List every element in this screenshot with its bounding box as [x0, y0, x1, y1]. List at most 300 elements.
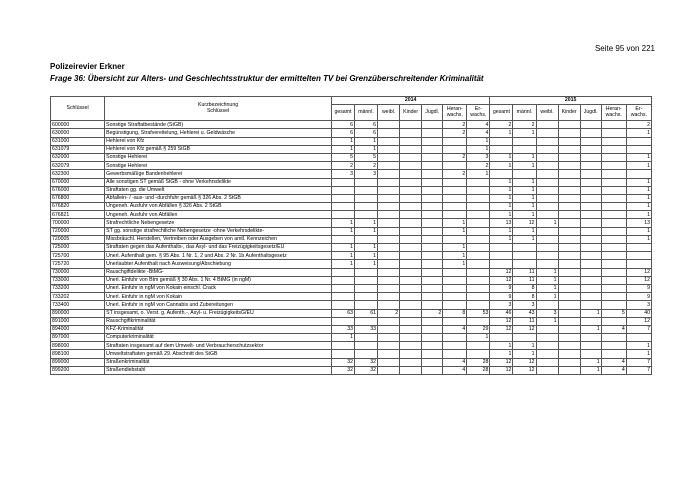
row-key: 725720 [51, 260, 105, 268]
value-cell [601, 268, 626, 276]
value-cell: 9 [490, 284, 513, 292]
value-cell [443, 162, 467, 170]
table-row [51, 244, 652, 252]
row-description: KFZ-Kriminalität [105, 325, 332, 333]
value-cell [536, 186, 558, 194]
value-cell [354, 178, 377, 186]
value-cell: 1 [513, 235, 536, 243]
value-cell: 33 [354, 325, 377, 333]
value-cell: 1 [354, 145, 377, 153]
value-cell: 29 [467, 325, 490, 333]
value-cell: 2 [422, 309, 443, 317]
value-cell: 1 [626, 129, 651, 137]
value-cell: 1 [331, 137, 354, 145]
value-cell [580, 178, 601, 186]
row-description: Strafrechtliche Nebengesetze [105, 219, 332, 227]
value-cell: 6 [354, 121, 377, 129]
value-cell [513, 252, 536, 260]
value-cell [422, 170, 443, 178]
value-cell [536, 121, 558, 129]
value-cell [331, 317, 354, 325]
value-cell [422, 194, 443, 202]
value-cell [601, 284, 626, 292]
value-cell [331, 194, 354, 202]
value-cell [467, 227, 490, 235]
value-cell: 1 [580, 358, 601, 366]
value-cell: 1 [513, 153, 536, 161]
value-cell: 1 [490, 227, 513, 235]
value-cell: 7 [626, 366, 651, 374]
value-cell: 1 [467, 170, 490, 178]
value-cell: 1 [536, 219, 558, 227]
value-cell [378, 145, 400, 153]
row-key: 894000 [51, 325, 105, 333]
value-cell: 1 [354, 219, 377, 227]
value-cell [378, 211, 400, 219]
value-cell: 1 [331, 227, 354, 235]
value-cell [513, 260, 536, 268]
value-cell [378, 260, 400, 268]
row-description: Ungeneh. Ausfuhr von Abfällen § 326 Abs. 2 StGB [105, 203, 332, 211]
value-cell [354, 317, 377, 325]
table-row [51, 252, 652, 260]
value-cell [422, 121, 443, 129]
column-header: Kinder [400, 105, 422, 121]
value-cell: 4 [467, 121, 490, 129]
row-key: 899200 [51, 366, 105, 374]
value-cell [580, 129, 601, 137]
row-key: 733400 [51, 301, 105, 309]
row-description: Straftaten gegen das Aufenthalts-, das Asyl- und das Freizügigkeitsgesetz/EU [105, 244, 332, 252]
value-cell [422, 334, 443, 342]
row-description: Begünstigung, Strafvereitelung, Hehlerei u. Geldwäsche [105, 129, 332, 137]
row-description: Abfallein- / -aus- und -durchfuhr gemäß § 326 Abs. 2 StGB [105, 194, 332, 202]
value-cell [378, 235, 400, 243]
value-cell: 8 [513, 284, 536, 292]
value-cell [378, 194, 400, 202]
value-cell [558, 153, 580, 161]
value-cell [354, 342, 377, 350]
value-cell [580, 252, 601, 260]
value-cell [536, 358, 558, 366]
value-cell [443, 350, 467, 358]
value-cell [601, 334, 626, 342]
value-cell [400, 301, 422, 309]
value-cell: 1 [626, 203, 651, 211]
value-cell: 9 [626, 293, 651, 301]
value-cell [378, 186, 400, 194]
value-cell [443, 203, 467, 211]
value-cell [422, 252, 443, 260]
value-cell [400, 293, 422, 301]
value-cell: 40 [626, 309, 651, 317]
value-cell [601, 153, 626, 161]
header-year-2015: 2015 [490, 97, 652, 105]
value-cell [558, 260, 580, 268]
value-cell: 9 [490, 293, 513, 301]
row-key: 725000 [51, 244, 105, 252]
value-cell [354, 211, 377, 219]
value-cell: 1 [467, 137, 490, 145]
value-cell: 1 [626, 178, 651, 186]
table-row [51, 186, 652, 194]
value-cell [536, 153, 558, 161]
value-cell [378, 366, 400, 374]
value-cell [601, 276, 626, 284]
value-cell [580, 268, 601, 276]
row-key: 891000 [51, 317, 105, 325]
value-cell: 1 [331, 219, 354, 227]
value-cell: 1 [331, 244, 354, 252]
value-cell [400, 186, 422, 194]
row-key: 720005 [51, 235, 105, 243]
value-cell: 1 [626, 235, 651, 243]
value-cell: 1 [513, 211, 536, 219]
question-heading: Frage 36: Übersicht zur Alters- und Geschlechtsstruktur der ermittelten TV bei Grenzüberschreitender Kriminalität [50, 74, 484, 83]
value-cell [536, 203, 558, 211]
value-cell: 28 [467, 366, 490, 374]
value-cell [580, 334, 601, 342]
value-cell [422, 203, 443, 211]
value-cell [490, 244, 513, 252]
value-cell [422, 366, 443, 374]
row-key: 730000 [51, 268, 105, 276]
value-cell [536, 145, 558, 153]
row-description: ST insgesamt, o. Verst. g. Aufenth.-, Asyl- u. FreizügigkeitsG/EU [105, 309, 332, 317]
row-key: 899000 [51, 358, 105, 366]
row-description: Straftaten insgesamt auf dem Umwelt- und Verbraucherschutzsektor [105, 342, 332, 350]
value-cell: 1 [513, 194, 536, 202]
value-cell [354, 203, 377, 211]
value-cell [422, 317, 443, 325]
value-cell [536, 244, 558, 252]
value-cell [558, 268, 580, 276]
value-cell: 5 [354, 153, 377, 161]
value-cell [467, 293, 490, 301]
value-cell: 32 [354, 366, 377, 374]
value-cell [467, 219, 490, 227]
value-cell: 12 [490, 366, 513, 374]
value-cell [558, 244, 580, 252]
value-cell: 8 [443, 309, 467, 317]
value-cell [601, 293, 626, 301]
value-cell: 1 [467, 334, 490, 342]
value-cell [536, 342, 558, 350]
value-cell: 1 [580, 366, 601, 374]
value-cell: 1 [354, 137, 377, 145]
value-cell [558, 325, 580, 333]
value-cell: 3 [490, 301, 513, 309]
value-cell: 4 [443, 358, 467, 366]
header-description-bottom: Schlüssel [206, 107, 230, 114]
value-cell [467, 194, 490, 202]
value-cell: 12 [626, 276, 651, 284]
row-description: Hehlerei von Kfz [105, 137, 332, 145]
value-cell [422, 293, 443, 301]
table-row [51, 227, 652, 235]
value-cell: 12 [513, 325, 536, 333]
value-cell: 3 [467, 153, 490, 161]
value-cell [378, 301, 400, 309]
value-cell [601, 145, 626, 153]
value-cell [400, 194, 422, 202]
value-cell [467, 252, 490, 260]
table-row [51, 293, 652, 301]
value-cell: 1 [331, 252, 354, 260]
value-cell [490, 252, 513, 260]
value-cell [443, 301, 467, 309]
value-cell: 1 [490, 235, 513, 243]
value-cell [378, 153, 400, 161]
row-key: 733000 [51, 276, 105, 284]
row-description: Sonstige Straftatbestände (StGB) [105, 121, 332, 129]
value-cell [422, 260, 443, 268]
value-cell: 1 [513, 203, 536, 211]
value-cell [626, 334, 651, 342]
value-cell [378, 293, 400, 301]
column-header: männl. [354, 105, 377, 121]
row-key: 676800 [51, 194, 105, 202]
column-header: Er-wachs. [626, 105, 651, 121]
value-cell: 1 [626, 194, 651, 202]
year-header-row [51, 97, 652, 105]
value-cell [331, 235, 354, 243]
value-cell [331, 293, 354, 301]
value-cell: 1 [513, 129, 536, 137]
value-cell [467, 178, 490, 186]
value-cell [626, 170, 651, 178]
value-cell [536, 334, 558, 342]
value-cell: 1 [490, 203, 513, 211]
value-cell [400, 121, 422, 129]
value-cell [443, 178, 467, 186]
value-cell: 1 [443, 244, 467, 252]
value-cell: 1 [626, 153, 651, 161]
value-cell: 2 [513, 121, 536, 129]
value-cell: 1 [580, 325, 601, 333]
value-cell [354, 301, 377, 309]
value-cell [601, 342, 626, 350]
value-cell [558, 252, 580, 260]
row-description: Sonstige Hehlerei [105, 153, 332, 161]
value-cell [443, 137, 467, 145]
column-header: Er-wachs. [467, 105, 490, 121]
value-cell [490, 170, 513, 178]
table-row [51, 325, 652, 333]
value-cell [443, 293, 467, 301]
value-cell [400, 342, 422, 350]
column-header: weibl. [536, 105, 558, 121]
value-cell [443, 211, 467, 219]
value-cell [580, 121, 601, 129]
row-key: 898000 [51, 342, 105, 350]
value-cell [467, 350, 490, 358]
row-description: Computerkriminalität [105, 334, 332, 342]
value-cell: 1 [443, 252, 467, 260]
value-cell [422, 186, 443, 194]
value-cell [536, 170, 558, 178]
value-cell [601, 317, 626, 325]
value-cell: 1 [354, 227, 377, 235]
value-cell: 1 [467, 145, 490, 153]
value-cell [467, 211, 490, 219]
header-description [105, 97, 332, 121]
row-key: 632079 [51, 162, 105, 170]
value-cell [422, 276, 443, 284]
value-cell [536, 366, 558, 374]
value-cell: 28 [467, 358, 490, 366]
value-cell: 1 [490, 178, 513, 186]
value-cell: 63 [331, 309, 354, 317]
value-cell [558, 284, 580, 292]
table-row [51, 276, 652, 284]
value-cell [443, 268, 467, 276]
value-cell [513, 334, 536, 342]
value-cell [513, 244, 536, 252]
row-description: Alle sonstigen ST gemäß StGB - ohne Verkehrsdelikte [105, 178, 332, 186]
value-cell: 7 [626, 358, 651, 366]
value-cell: 2 [443, 170, 467, 178]
value-cell: 1 [490, 350, 513, 358]
value-cell [601, 129, 626, 137]
value-cell [331, 178, 354, 186]
value-cell: 11 [513, 276, 536, 284]
value-cell: 12 [513, 358, 536, 366]
value-cell [580, 227, 601, 235]
row-description: Umweltstraftaten gemäß 29. Abschnitt des StGB [105, 350, 332, 358]
value-cell [400, 325, 422, 333]
value-cell [467, 235, 490, 243]
value-cell [580, 162, 601, 170]
value-cell: 1 [536, 268, 558, 276]
value-cell: 4 [601, 325, 626, 333]
row-description: Gewerbsmäßige Bandenhehlerei [105, 170, 332, 178]
value-cell: 2 [443, 153, 467, 161]
row-description: Sonstige Hehlerei [105, 162, 332, 170]
value-cell: 12 [490, 317, 513, 325]
value-cell [467, 203, 490, 211]
value-cell [331, 301, 354, 309]
value-cell [400, 260, 422, 268]
row-key: 630000 [51, 129, 105, 137]
value-cell: 2 [354, 162, 377, 170]
value-cell: 33 [331, 325, 354, 333]
value-cell: 2 [467, 162, 490, 170]
value-cell [601, 121, 626, 129]
value-cell: 12 [490, 276, 513, 284]
value-cell [331, 203, 354, 211]
value-cell [467, 301, 490, 309]
table-row [51, 235, 652, 243]
value-cell: 2 [626, 121, 651, 129]
value-cell [400, 203, 422, 211]
value-cell [400, 276, 422, 284]
value-cell [400, 162, 422, 170]
value-cell [400, 350, 422, 358]
value-cell [400, 178, 422, 186]
value-cell: 32 [331, 358, 354, 366]
value-cell [536, 137, 558, 145]
value-cell [601, 235, 626, 243]
value-cell [378, 121, 400, 129]
value-cell: 12 [626, 268, 651, 276]
value-cell: 32 [331, 366, 354, 374]
value-cell [467, 186, 490, 194]
row-description: Ungeneh. Ausfuhr von Abfällen [105, 211, 332, 219]
value-cell [580, 194, 601, 202]
row-description: Rauschgiftkriminalität [105, 317, 332, 325]
value-cell: 5 [331, 153, 354, 161]
value-cell: 11 [513, 268, 536, 276]
table-row [51, 284, 652, 292]
value-cell: 1 [490, 186, 513, 194]
value-cell [443, 284, 467, 292]
value-cell [558, 317, 580, 325]
value-cell [558, 219, 580, 227]
table-row [51, 358, 652, 366]
value-cell: 9 [626, 284, 651, 292]
table-row [51, 260, 652, 268]
value-cell [400, 129, 422, 137]
row-description: Missbräuchl. Herstellen, Vertreiben oder Ausgeben von amtl. Kennzeichen [105, 235, 332, 243]
value-cell [513, 170, 536, 178]
value-cell [422, 342, 443, 350]
value-cell: 13 [626, 219, 651, 227]
value-cell [378, 268, 400, 276]
table-row [51, 129, 652, 137]
value-cell [354, 334, 377, 342]
value-cell [601, 162, 626, 170]
value-cell [422, 219, 443, 227]
value-cell [331, 350, 354, 358]
value-cell: 1 [580, 309, 601, 317]
row-key: 890000 [51, 309, 105, 317]
row-key: 700000 [51, 219, 105, 227]
table-row [51, 342, 652, 350]
column-header: Heran-wachs. [601, 105, 626, 121]
value-cell [378, 252, 400, 260]
value-cell: 4 [467, 129, 490, 137]
value-cell: 1 [354, 252, 377, 260]
value-cell: 6 [354, 129, 377, 137]
value-cell [580, 211, 601, 219]
table-row [51, 153, 652, 161]
value-cell [601, 252, 626, 260]
header-key: Schlüssel [51, 97, 105, 121]
value-cell [378, 276, 400, 284]
value-cell: 1 [626, 211, 651, 219]
value-cell [400, 366, 422, 374]
value-cell [443, 186, 467, 194]
value-cell [443, 235, 467, 243]
value-cell [601, 186, 626, 194]
value-cell [467, 317, 490, 325]
row-key: 670000 [51, 178, 105, 186]
header-year-2014: 2014 [331, 97, 489, 105]
value-cell: 1 [490, 129, 513, 137]
value-cell [558, 358, 580, 366]
value-cell: 6 [331, 121, 354, 129]
crime-statistics-table [50, 96, 652, 375]
value-cell [400, 227, 422, 235]
table-row [51, 211, 652, 219]
value-cell [580, 350, 601, 358]
value-cell: 1 [354, 260, 377, 268]
value-cell [513, 145, 536, 153]
value-cell [378, 203, 400, 211]
value-cell [513, 137, 536, 145]
value-cell [443, 342, 467, 350]
